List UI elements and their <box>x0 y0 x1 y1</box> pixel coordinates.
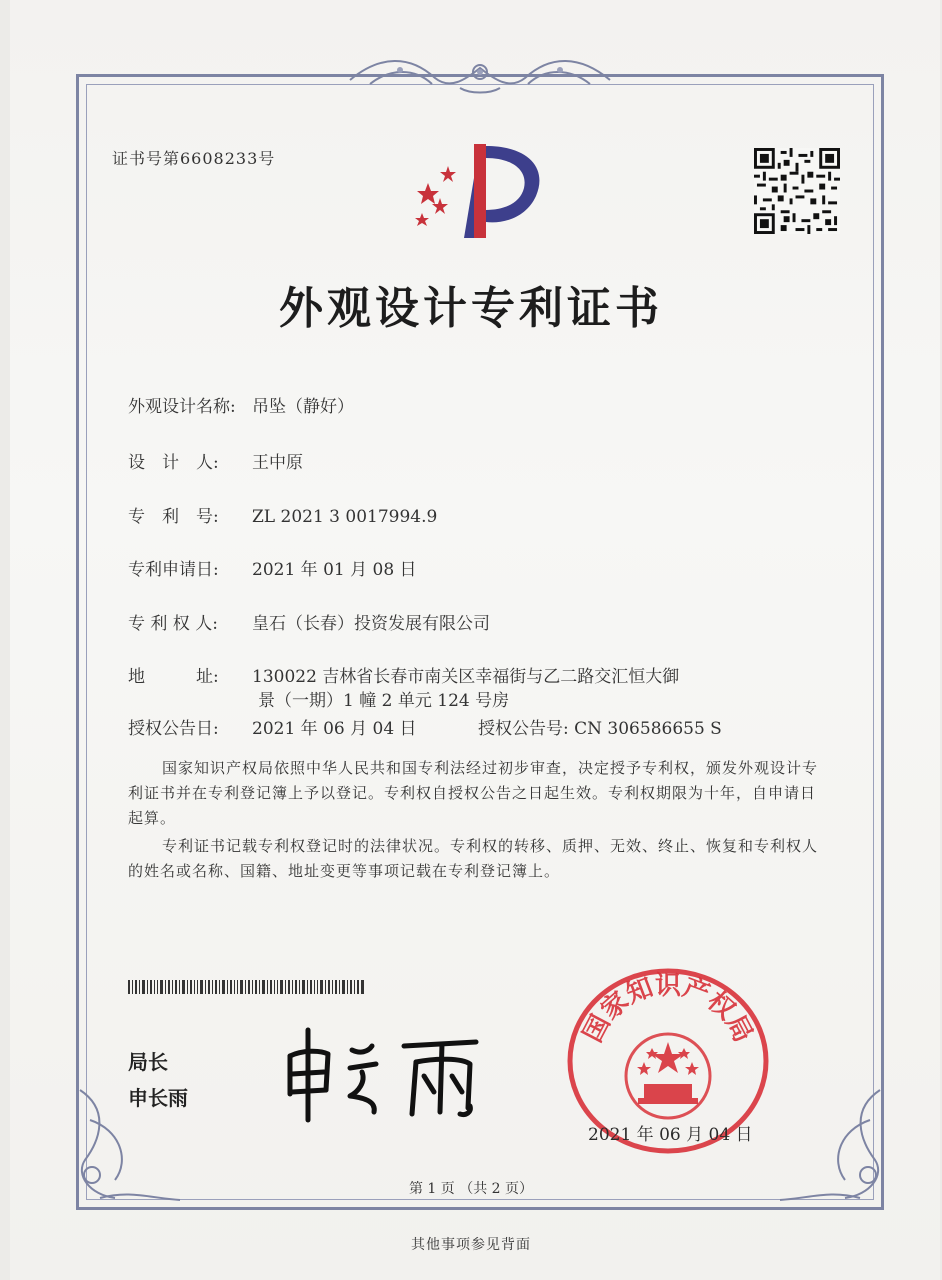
paragraph-legal-status: 专利证书记载专利权登记时的法律状况。专利权的转移、质押、无效、终止、恢复和专利权人的姓名或名称、国籍、地址变更等事项记载在专利登记簿上。 <box>128 837 819 880</box>
field-label: 授权公告日: <box>128 719 219 739</box>
field-label: 专 利 权 人: <box>128 614 218 634</box>
field-patent-no <box>128 502 437 527</box>
field-value: ZL 2021 3 0017994.9 <box>252 507 438 527</box>
field-label: 地 址: <box>128 667 219 687</box>
field-value: 王中原 <box>252 453 303 473</box>
ornament-top <box>340 50 620 100</box>
field-value: 皇石（长春）投资发展有限公司 <box>252 614 490 634</box>
field-designer <box>128 448 303 473</box>
paragraph-grant-statement: 国家知识产权局依照中华人民共和国专利法经过初步审查，决定授予专利权，颁发外观设计专利证书并在专利登记簿上予以登记。专利权自授权公告之日起生效。专利权期限为十年，自申请日起算。 <box>128 759 819 827</box>
field-label: 外观设计名称: <box>128 397 236 417</box>
field-value: 130022 吉林省长春市南关区幸福街与乙二路交汇恒大御 <box>252 667 680 687</box>
certificate-title: 外观设计专利证书 <box>279 283 663 334</box>
field-grant-date <box>128 714 417 739</box>
field-value: CN 306586655 S <box>574 719 722 739</box>
field-label: 专 利 号: <box>128 507 219 527</box>
field-value: 2021 年 01 月 08 日 <box>252 560 417 580</box>
signatory-name: 申长雨 <box>128 1086 188 1110</box>
field-address <box>128 662 679 687</box>
field-grant-no <box>478 714 722 739</box>
back-note: 其他事项参见背面 <box>411 1237 531 1253</box>
field-value: 吊坠（静好） <box>252 397 354 417</box>
seal-text: 国家知识产权局 <box>577 971 759 1048</box>
field-label: 专利申请日: <box>128 560 219 580</box>
field-label: 授权公告号: <box>478 719 569 739</box>
field-filing-date <box>128 555 417 580</box>
field-address-line2: 景（一期）1 幢 2 单元 124 号房 <box>258 691 510 711</box>
svg-text:国家知识产权局 <box>578 971 758 1047</box>
field-label: 设 计 人: <box>128 453 219 473</box>
field-design-name <box>128 392 354 417</box>
handwritten-signature <box>276 1016 486 1126</box>
page-number: 第 1 页 （共 2 页） <box>408 1181 534 1197</box>
field-value: 2021 年 06 月 04 日 <box>252 719 417 739</box>
field-patentee <box>128 609 490 634</box>
signatory-role: 局长 <box>128 1050 168 1074</box>
cnipa-logo-icon <box>408 138 554 242</box>
seal-date: 2021 年 06 月 04 日 <box>588 1125 753 1145</box>
certificate-number: 证书号第6608233号 <box>112 149 276 168</box>
qr-code-icon <box>752 148 842 234</box>
barcode-icon <box>128 980 364 994</box>
